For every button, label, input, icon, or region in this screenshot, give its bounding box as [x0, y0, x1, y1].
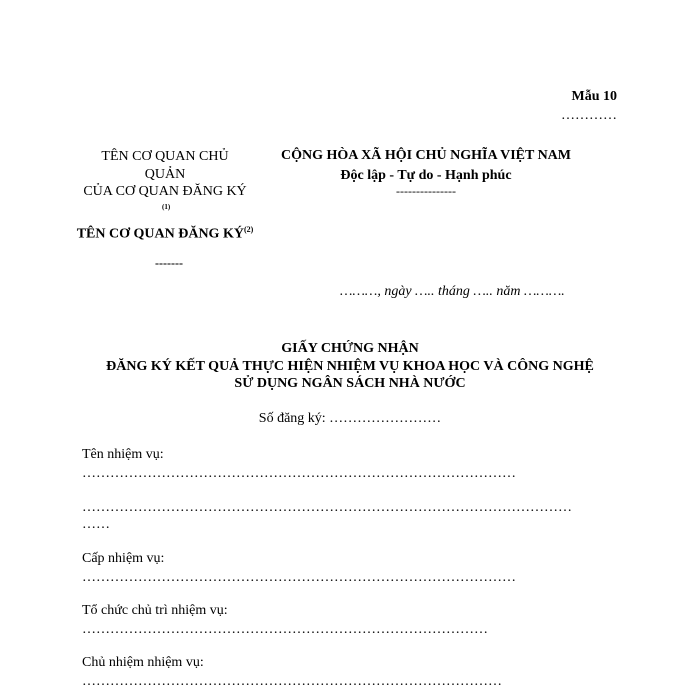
registration-number: Số đăng ký: ……………………	[258, 411, 442, 426]
task-lead-dots: ………………………………………………………………………………	[82, 674, 502, 689]
agency-registration-line: CỦA CƠ QUAN ĐĂNG KÝ	[83, 184, 247, 199]
registration-agency-text: TÊN CƠ QUAN ĐĂNG KÝ	[76, 226, 244, 242]
registration-agency-name	[70, 220, 260, 244]
form-code-label: Mẫu 10	[571, 89, 617, 104]
task-name-dots-1: …………………………………………………………………………………	[82, 466, 516, 481]
national-motto: Độc lập - Tự do - Hạnh phúc	[340, 168, 512, 183]
task-level-dots: …………………………………………………………………………………	[82, 570, 516, 585]
place-date-line: ………, ngày ….. tháng ….. năm ……….	[340, 284, 565, 299]
left-header-divider: -------	[155, 256, 183, 270]
national-title: CỘNG HÒA XÃ HỘI CHỦ NGHĨA VIỆT NAM	[280, 148, 571, 163]
host-organization-label: Tổ chức chủ trì nhiệm vụ:	[82, 603, 228, 618]
task-name-dots-3: ……	[82, 517, 110, 532]
certificate-title: GIẤY CHỨNG NHẬN	[281, 341, 419, 356]
footnote-marker-1: (1)	[162, 203, 171, 211]
certificate-subtitle-1: ĐĂNG KÝ KẾT QUẢ THỰC HIỆN NHIỆM VỤ KHOA HỌC VÀ CÔNG NGHỆ	[106, 359, 594, 374]
certificate-subtitle-2: SỬ DỤNG NGÂN SÁCH NHÀ NƯỚC	[234, 376, 466, 391]
task-name-label: Tên nhiệm vụ:	[82, 447, 164, 462]
task-name-dots-2: ……………………………………………………………………………………………	[82, 500, 572, 515]
task-lead-label: Chủ nhiệm nhiệm vụ:	[82, 655, 204, 670]
footnote-marker-2: (2)	[243, 225, 254, 234]
right-header-divider: ---------------	[396, 184, 456, 198]
agency-parent-name: TÊN CƠ QUAN CHỦ QUẢN	[101, 149, 229, 182]
task-level-label: Cấp nhiệm vụ:	[82, 551, 165, 566]
form-code-dots: …………	[561, 108, 617, 123]
host-organization-dots: ……………………………………………………………………………	[82, 622, 488, 637]
